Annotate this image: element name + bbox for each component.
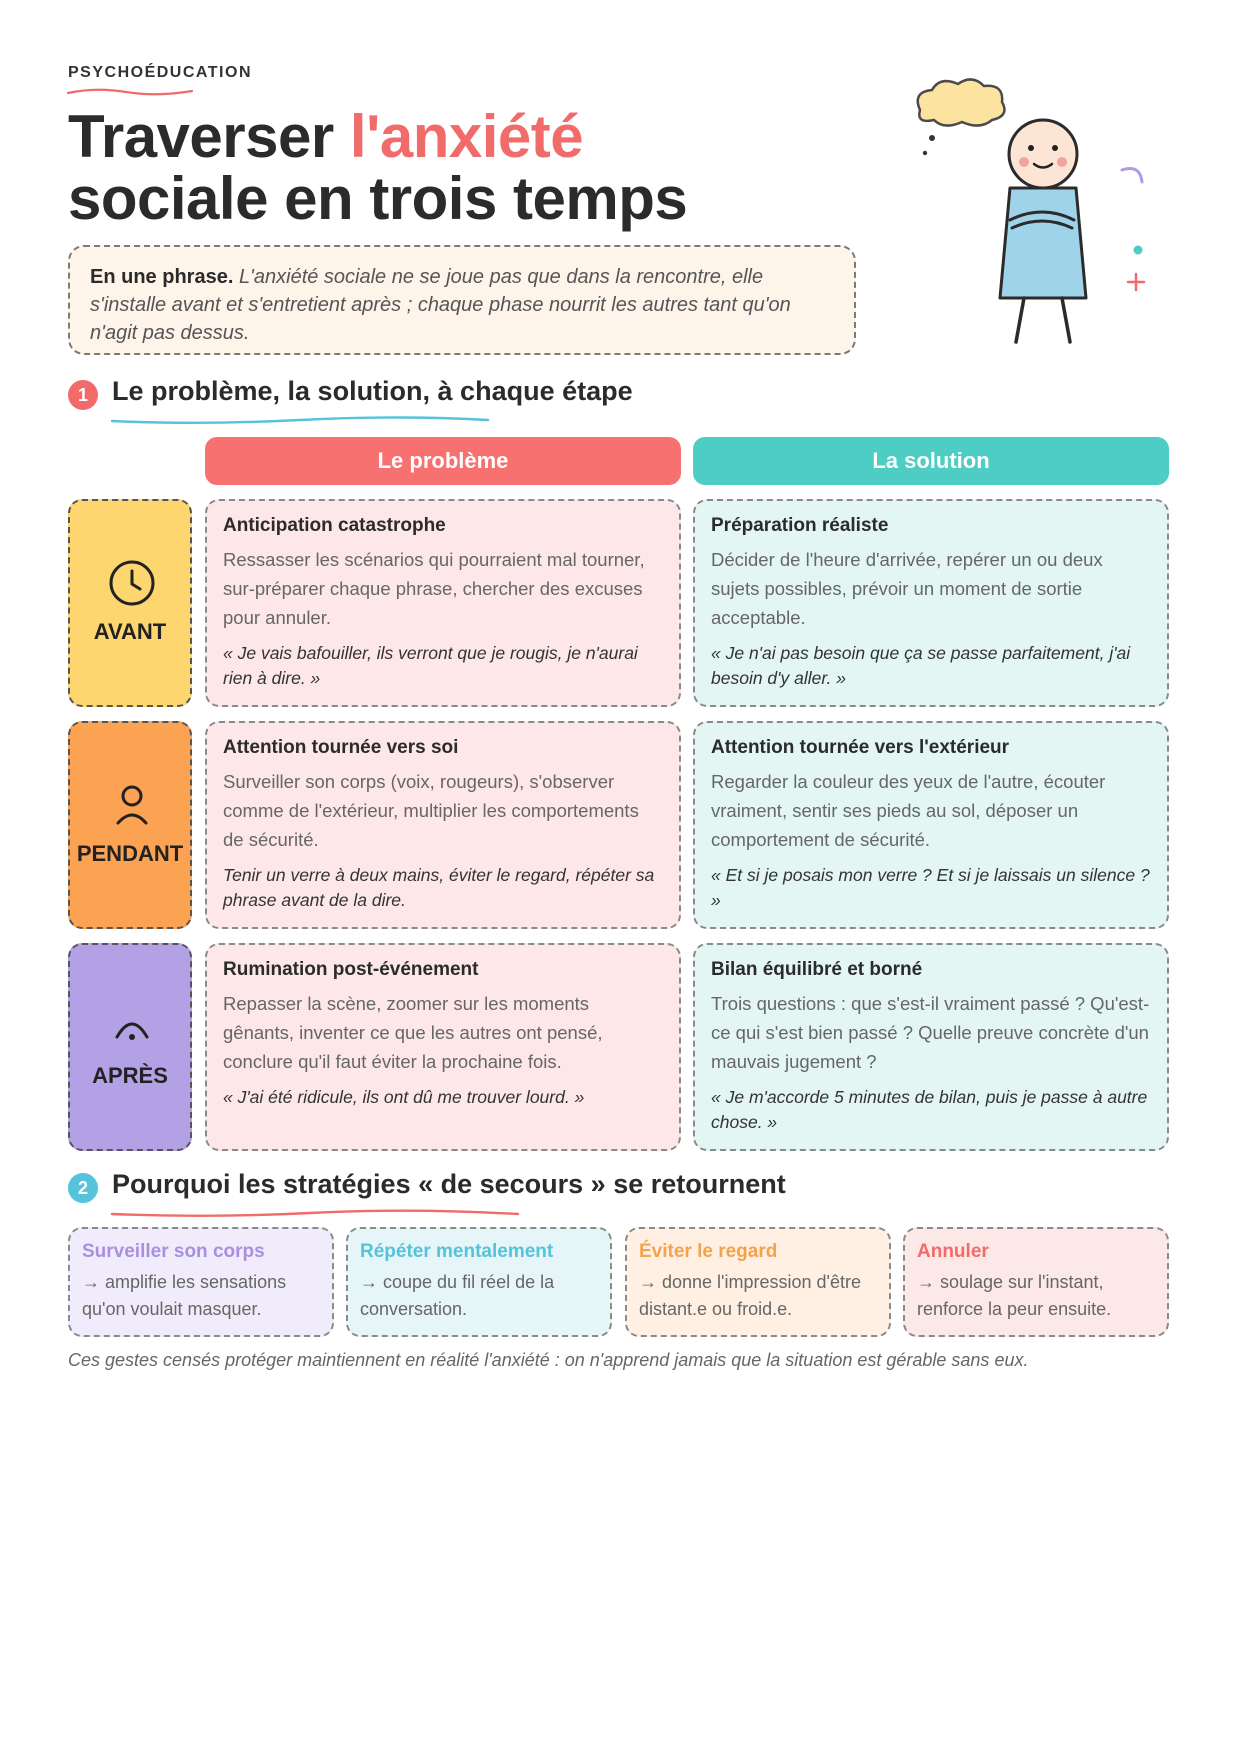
strategy-desc: → amplifie les sensations qu'on voulait masquer.: [82, 1272, 287, 1319]
card-avant-problem: [205, 499, 681, 707]
column-header-problem: Le problème: [205, 437, 681, 485]
card-quote: « Je vais bafouiller, ils verront que je rougis, je n'aurai rien à dire. »: [223, 643, 638, 688]
strategy-card-mental-rehearsal: [346, 1227, 612, 1337]
rewind-arc-icon: [106, 1001, 158, 1053]
phase-pendant-label: PENDANT: [76, 841, 184, 866]
card-quote: Tenir un verre à deux mains, éviter le regard, répéter sa phrase avant de la dire.: [223, 865, 655, 910]
section2-title: Pourquoi les stratégies « de secours » se retournent: [112, 1169, 786, 1199]
strategy-desc: → coupe du fil réel de la conversation.: [360, 1272, 555, 1319]
summary-lead: En une phrase.: [90, 266, 234, 288]
card-body: Ressasser les scénarios qui pourraient mal tourner, sur-préparer chaque phrase, chercher des excuses pour annuler.: [223, 549, 645, 628]
title-accent: l'anxiété: [349, 103, 584, 170]
strategy-title: Annuler: [917, 1241, 989, 1262]
phase-apres-label: APRÈS: [92, 1063, 168, 1088]
title-line2: sociale en trois temps: [68, 165, 688, 232]
card-pendant-problem: [205, 721, 681, 929]
summary-box: [68, 245, 856, 355]
strategy-title: Éviter le regard: [639, 1241, 778, 1262]
card-quote: « Je n'ai pas besoin que ça se passe parfaitement, j'ai besoin d'y aller. »: [711, 643, 1131, 688]
strategy-card-body-monitoring: [68, 1227, 334, 1337]
summary-text: L'anxiété sociale ne se joue pas que dans la rencontre, elle s'installe avant et s'entretient après ; chaque phase nourrit les autres tant qu'on n'agit pas dessus.: [90, 266, 791, 344]
footnote: Ces gestes censés protéger maintiennent en réalité l'anxiété : on n'apprend jamais que la situation est gérable sans eux.: [68, 1350, 1029, 1370]
card-apres-solution: [693, 943, 1169, 1151]
card-title: Attention tournée vers l'extérieur: [711, 737, 1010, 758]
card-title: Bilan équilibré et borné: [711, 959, 923, 980]
strategy-desc: → soulage sur l'instant, renforce la peur ensuite.: [917, 1272, 1112, 1319]
column-header-solution: La solution: [693, 437, 1169, 485]
anxious-person-illustration: [900, 70, 1160, 350]
card-body: Trois questions : que s'est-il vraiment passé ? Qu'est-ce qui s'est bien passé ? Quelle preuve concrète d'un mauvais jugement ?: [711, 993, 1150, 1072]
strategy-desc: → donne l'impression d'être distant.e ou froid.e.: [639, 1272, 861, 1319]
card-title: Attention tournée vers soi: [223, 737, 459, 758]
kicker-label: PSYCHOÉDUCATION: [68, 64, 252, 81]
card-body: Décider de l'heure d'arrivée, repérer un ou deux sujets possibles, prévoir un moment de sortie acceptable.: [711, 549, 1103, 628]
page-title: [68, 103, 688, 232]
strategy-card-cancel: [903, 1227, 1169, 1337]
card-quote: « J'ai été ridicule, ils ont dû me trouver lourd. »: [223, 1087, 585, 1107]
section1-number: 1: [68, 380, 98, 410]
section1-underline: [110, 416, 490, 426]
card-pendant-solution: [693, 721, 1169, 929]
card-avant-solution: [693, 499, 1169, 707]
card-quote: « Et si je posais mon verre ? Et si je laissais un silence ? »: [711, 865, 1150, 910]
section2-underline: [110, 1209, 520, 1219]
card-title: Anticipation catastrophe: [223, 515, 446, 536]
phase-pendant: [68, 721, 192, 929]
phase-apres: [68, 943, 192, 1151]
strategy-card-gaze-avoidance: [625, 1227, 891, 1337]
card-body: Regarder la couleur des yeux de l'autre, écouter vraiment, sentir ses pieds au sol, déposer un comportement de sécurité.: [711, 771, 1106, 850]
title-part1: Traverser: [68, 103, 350, 170]
clock-icon: [106, 557, 158, 609]
phase-avant-label: AVANT: [93, 619, 167, 644]
strategy-title: Répéter mentalement: [360, 1241, 554, 1262]
card-title: Préparation réaliste: [711, 515, 889, 536]
phase-avant: [68, 499, 192, 707]
strategy-title: Surveiller son corps: [82, 1241, 265, 1262]
card-quote: « Je m'accorde 5 minutes de bilan, puis je passe à autre chose. »: [711, 1087, 1148, 1132]
card-title: Rumination post-événement: [223, 959, 479, 980]
person-icon: [106, 779, 158, 831]
kicker-squiggle: [66, 86, 196, 98]
section2-number: 2: [68, 1173, 98, 1203]
section1-title: Le problème, la solution, à chaque étape: [112, 376, 633, 406]
card-body: Surveiller son corps (voix, rougeurs), s'observer comme de l'extérieur, multiplier les comportements de sécurité.: [223, 771, 639, 850]
card-apres-problem: [205, 943, 681, 1151]
card-body: Repasser la scène, zoomer sur les moments gênants, inventer ce que les autres ont pensé, conclure qu'il faut éviter la prochaine fois.: [223, 993, 603, 1072]
